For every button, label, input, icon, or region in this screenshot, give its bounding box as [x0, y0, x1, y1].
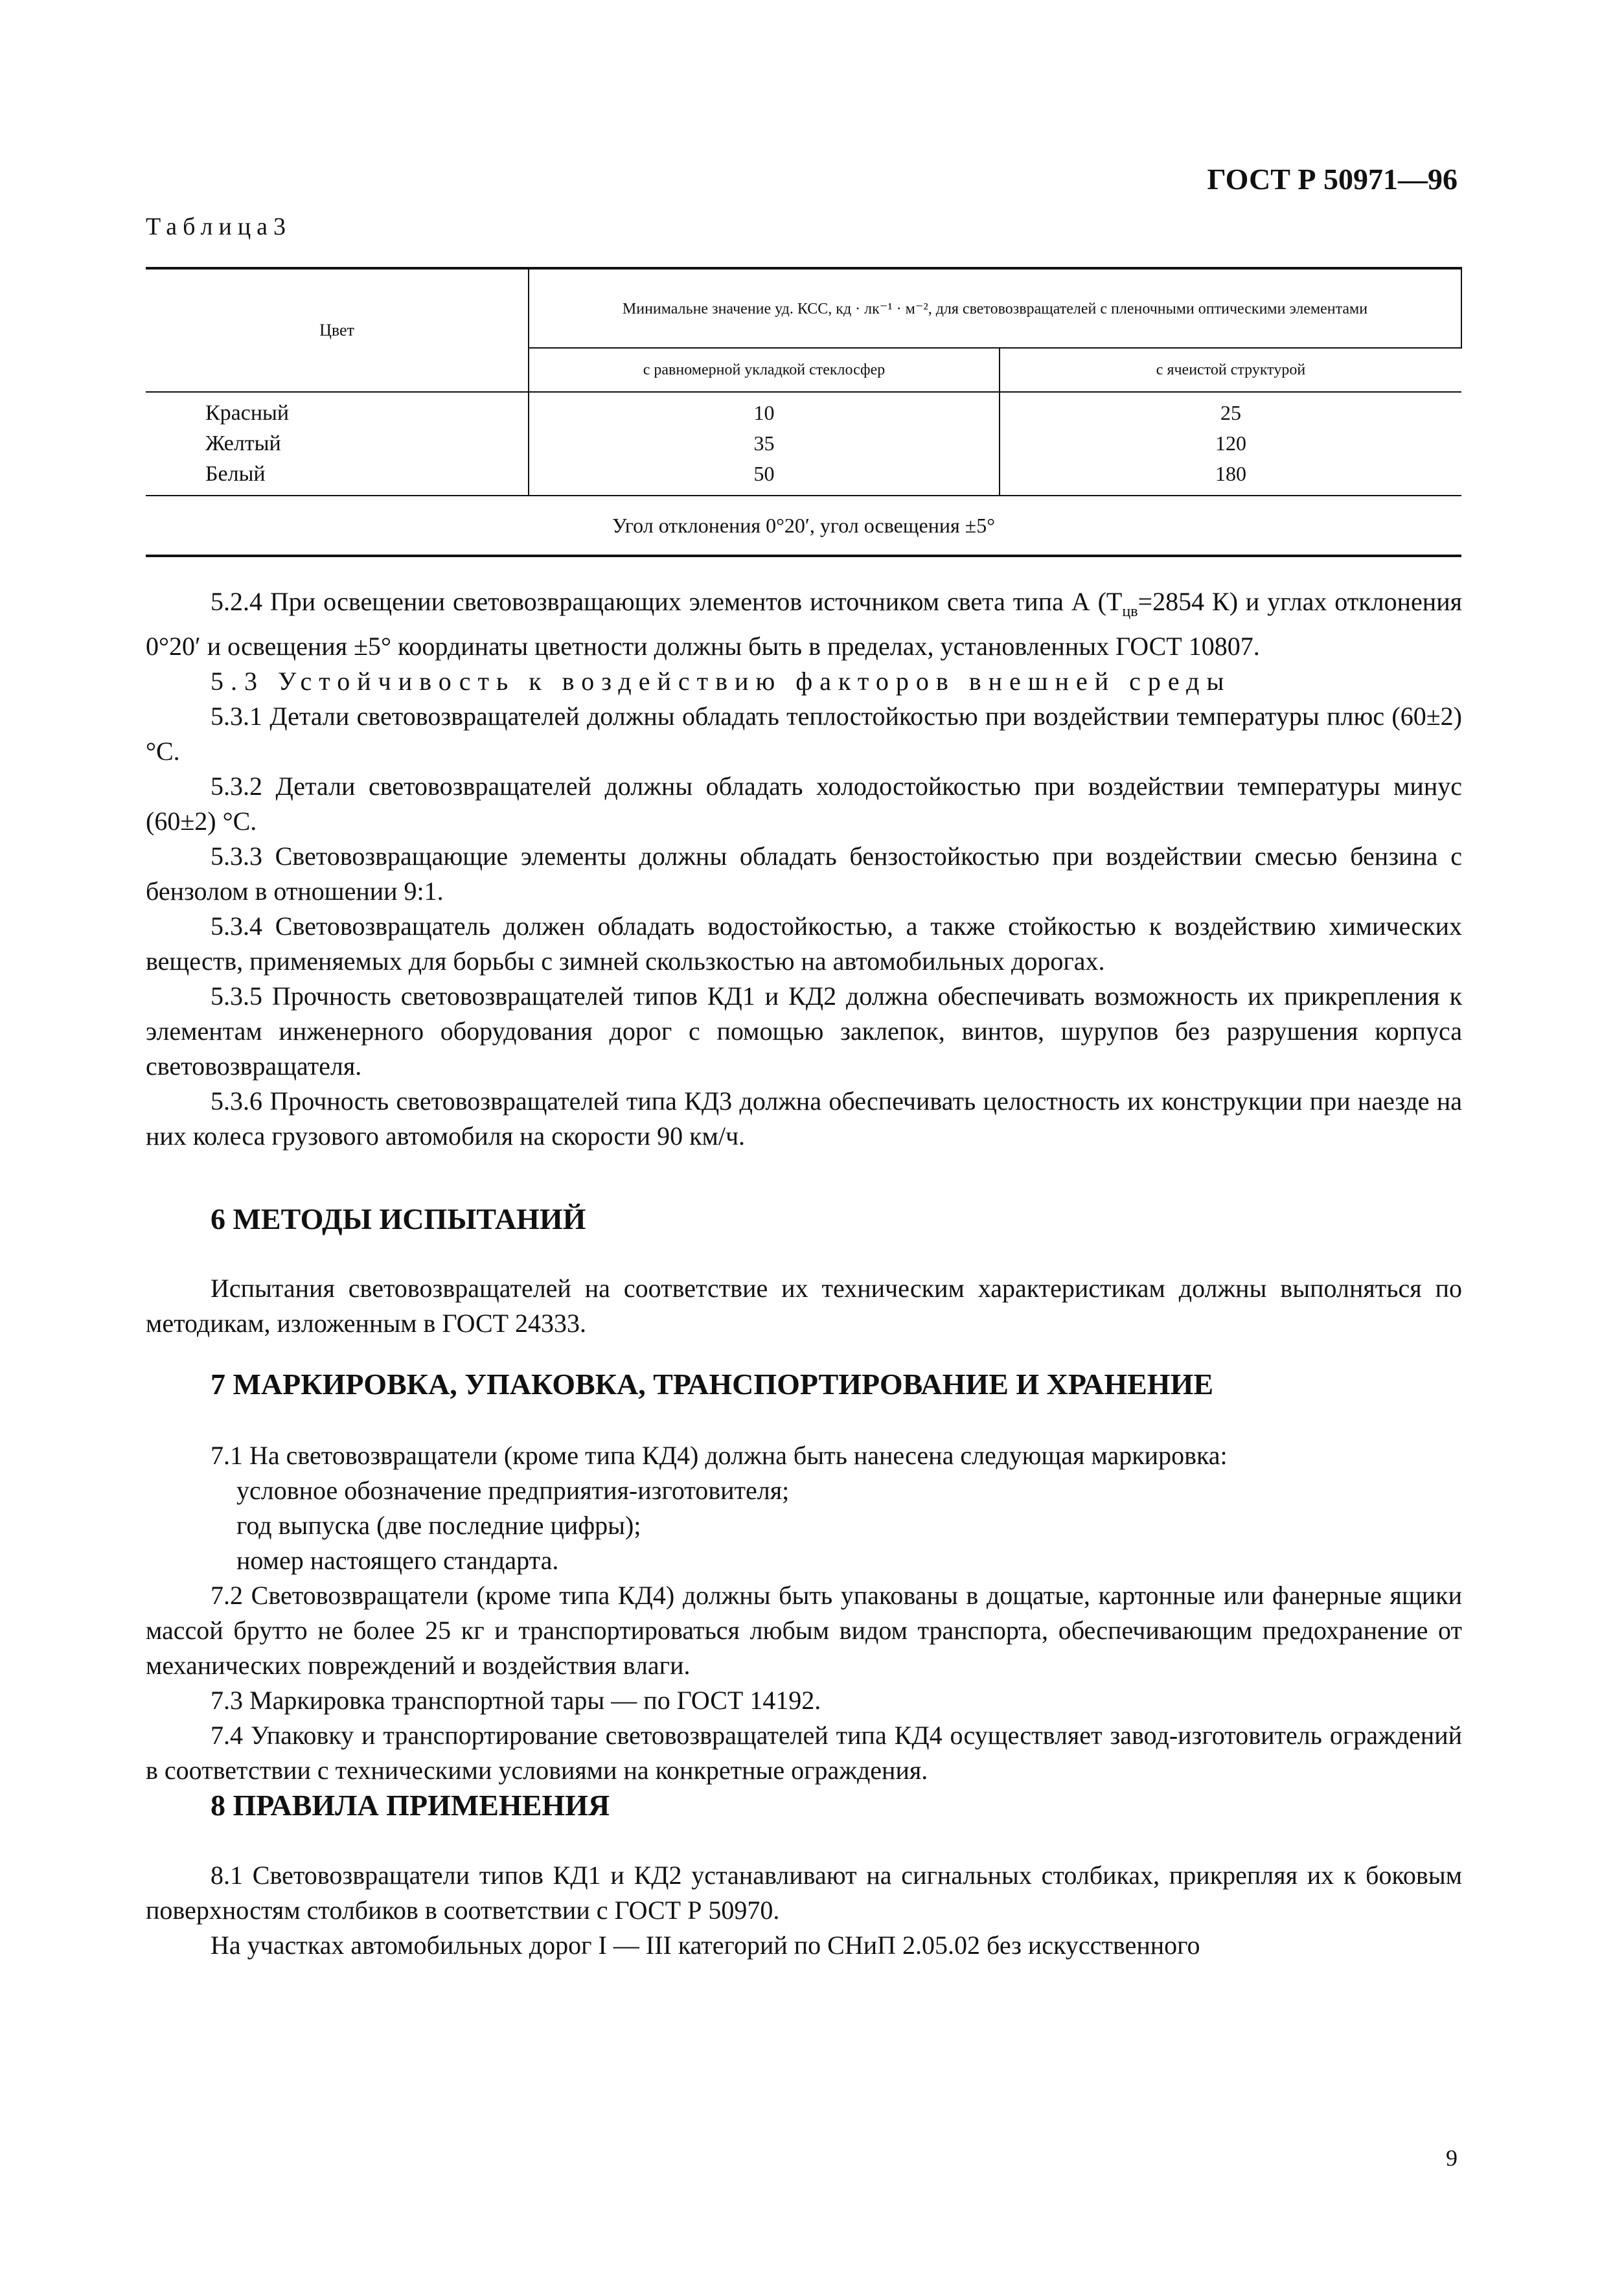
paragraph-7-1: 7.1 На световозвращатели (кроме типа КД4) должна быть нанесена следующая маркировка: — [211, 1441, 1228, 1470]
table-cell-value: 180 — [1215, 462, 1246, 485]
section-7-heading: 7 МАРКИРОВКА, УПАКОВКА, ТРАНСПОРТИРОВАНИЕ И ХРАНЕНИЕ — [211, 1368, 1214, 1401]
doc-number-header: ГОСТ Р 50971—96 — [1207, 163, 1458, 196]
table-row-color: Красный — [205, 401, 290, 425]
paragraph-8-1: 8.1 Световозвращатели типов КД1 и КД2 устанавливают на сигнальных столбиках, прикрепляя их к боковым поверхностям столбиков в соответствии с ГОСТ Р 50970. — [146, 1861, 1462, 1925]
table-cell-value: 120 — [1215, 431, 1246, 455]
table-subheader-1 — [529, 348, 1000, 392]
paragraph-5-3: 5.3 Устойчивость к воздействию факторов внешней среды — [211, 667, 1231, 696]
table-row-color: Белый — [205, 462, 266, 486]
paragraph-5-3-5: 5.3.5 Прочность световозвращателей типов КД1 и КД2 должна обеспечивать возможность их прикрепления к элементам инженерного оборудования дорог с помощью заклепок, винтов, шурупов без разрушения корпуса световозвращателя. — [146, 981, 1462, 1081]
paragraph-5-3-3: 5.3.3 Световозвращающие элементы должны обладать бензостойкостью при воздействии смесью бензина с бензолом в отношении 9:1. — [146, 842, 1462, 906]
paragraph-7-2: 7.2 Световозвращатели (кроме типа КД4) должны быть упакованы в дощатые, картонные или фанерные ящики массой брутто не более 25 кг и транспортироваться любым видом транспорта, обеспечивающим предохранение от механических повреждений и воздействия влаги. — [146, 1581, 1462, 1680]
header-main-label: Минимальне значение уд. КСС, кд · лк⁻¹ · м⁻², для световозвращателей с пленочными оптическими элементами — [622, 300, 1368, 317]
section-7-body — [146, 1438, 1462, 1788]
paragraph-5-3-1: 5.3.1 Детали световозвращателей должны обладать теплостойкостью при воздействии температуры плюс (60±2) °С. — [146, 702, 1462, 766]
header-color-label: Цвет — [319, 321, 354, 339]
list-item: условное обозначение предприятия-изготовителя; — [236, 1476, 790, 1505]
table-cell-value: 35 — [753, 431, 775, 455]
table-footer-note — [146, 496, 1461, 556]
paragraph-6: Испытания световозвращателей на соответствие их техническим характеристикам должны выполняться по методикам, изложенным в ГОСТ 24333. — [146, 1274, 1462, 1338]
paragraph-5-2-4: 5.2.4 При освещении световозвращающих элементов источником света типа А ($Т_{цв}=2854$ К) и углах отклонения 0°20′ и освещения ±5° координаты цветности должны быть в пределах, установленных ГОСТ 10807. — [146, 587, 1462, 661]
list-item: номер настоящего стандарта. — [236, 1546, 559, 1575]
section-5-paragraphs — [146, 584, 1462, 1154]
color-table — [146, 267, 1462, 557]
section-8-heading: 8 ПРАВИЛА ПРИМЕНЕНИЯ — [211, 1789, 610, 1822]
table-color-cells — [146, 392, 529, 496]
page-number: 9 — [1446, 2145, 1458, 2171]
subheader-1-label: с равномерной укладкой стеклосфер — [643, 361, 886, 378]
table-values-col1 — [529, 392, 1000, 496]
table-subheader-2 — [1000, 348, 1461, 392]
table-caption: Таблица3 — [146, 213, 292, 240]
paragraph-5-3-4: 5.3.4 Световозвращатель должен обладать водостойкостью, а также стойкостью к воздействию химических веществ, применяемых для борьбы с зимней скользкостью на автомобильных дорогах. — [146, 912, 1462, 976]
section-6-heading: 6 МЕТОДЫ ИСПЫТАНИЙ — [211, 1202, 586, 1235]
paragraph-7-4: 7.4 Упаковку и транспортирование световозвращателей типа КД4 осуществляет завод-изготовитель ограждений в соответствии с техническими условиями на конкретные ограждения. — [146, 1721, 1462, 1785]
table-cell-value: 50 — [753, 462, 775, 485]
section-6-body — [146, 1271, 1462, 1341]
table-values-col2 — [1000, 392, 1461, 496]
table-cell-value: 25 — [1220, 401, 1241, 424]
paragraph-8-1-continued: На участках автомобильных дорог I — III категорий по СНиП 2.05.02 без искусственного — [211, 1931, 1200, 1960]
table-cell-value: 10 — [753, 401, 775, 424]
section-8-body — [146, 1858, 1462, 1963]
subheader-2-label: с ячеистой структурой — [1156, 361, 1306, 378]
table-header-color — [146, 268, 529, 392]
table-header-main — [529, 268, 1461, 348]
list-item: год выпуска (две последние цифры); — [236, 1511, 641, 1540]
table-footer-text: Угол отклонения 0°20′, угол освещения ±5° — [612, 513, 996, 537]
paragraph-5-3-6: 5.3.6 Прочность световозвращателей типа КД3 должна обеспечивать целостность их конструкции при наезде на них колеса грузового автомобиля на скорости 90 км/ч. — [146, 1086, 1462, 1151]
table-row-color: Желтый — [205, 431, 281, 455]
paragraph-5-3-2: 5.3.2 Детали световозвращателей должны обладать холодостойкостью при воздействии температуры минус (60±2) °С. — [146, 772, 1462, 836]
paragraph-7-3: 7.3 Маркировка транспортной тары — по ГОСТ 14192. — [211, 1686, 821, 1715]
